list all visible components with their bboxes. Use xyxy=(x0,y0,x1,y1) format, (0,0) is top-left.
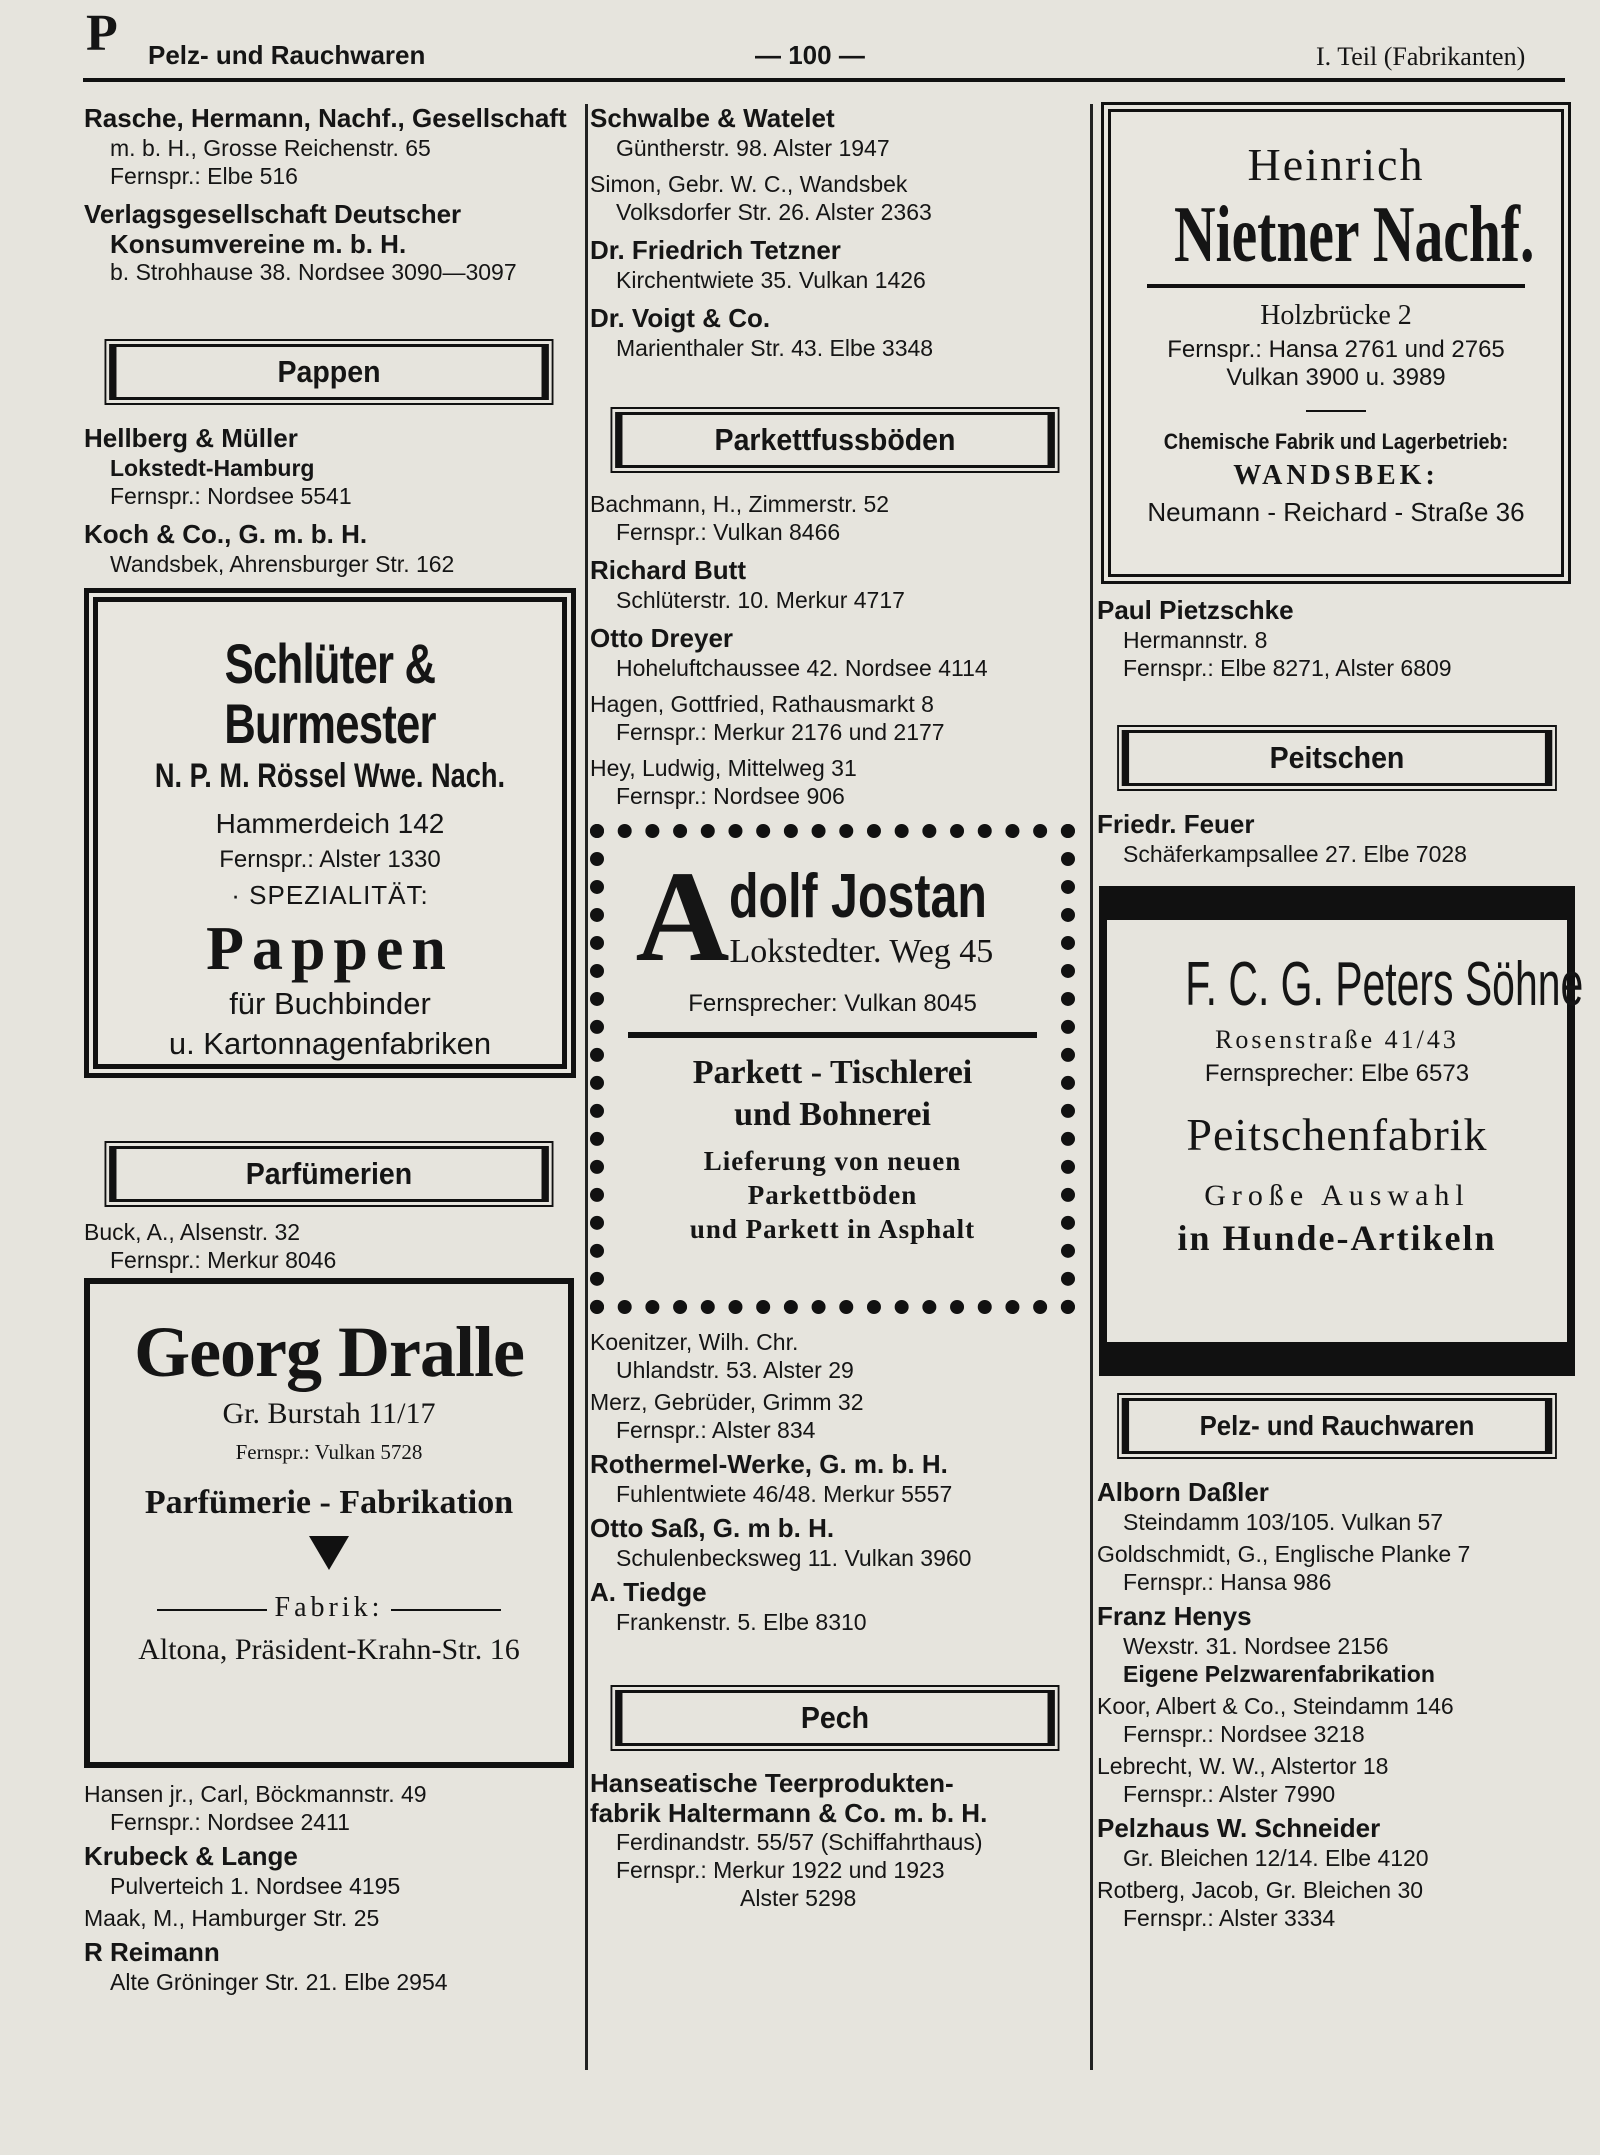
entry-line: Wandsbek, Ahrensburger Str. 162 xyxy=(110,551,455,577)
entry-line: Fernspr.: Merkur 1922 und 1923 xyxy=(616,1857,945,1883)
ad-phone: Fernspr.: Alster 1330 xyxy=(219,846,441,873)
entry-name: Koor, Albert & Co., Steindamm 146 xyxy=(1097,1693,1454,1719)
column-1 xyxy=(84,102,574,2004)
entry-name: Rotberg, Jacob, Gr. Bleichen 30 xyxy=(1097,1877,1424,1903)
ad-factory-address: Altona, Präsident-Krahn-Str. 16 xyxy=(138,1633,520,1666)
ad-text: Große Auswahl xyxy=(1204,1179,1470,1212)
entry-line: Fernspr.: Merkur 2176 und 2177 xyxy=(616,719,945,745)
entry-line: Fernspr.: Elbe 516 xyxy=(110,163,298,189)
entry-name: Rothermel-Werke, G. m. b. H. xyxy=(590,1449,948,1479)
entry-name: Richard Butt xyxy=(590,555,746,585)
entry-name: Alborn Daßler xyxy=(1097,1477,1269,1507)
listing-entry xyxy=(84,1218,574,1274)
listing-entry xyxy=(590,690,1080,746)
ad-first-name: Heinrich xyxy=(1247,139,1425,190)
entry-name: Hansen jr., Carl, Böckmannstr. 49 xyxy=(84,1781,427,1807)
listing-entry xyxy=(1097,808,1577,868)
listing-entry xyxy=(84,1936,574,1996)
listing-entry xyxy=(1097,594,1577,682)
entry-line: Pulverteich 1. Nordsee 4195 xyxy=(110,1873,401,1899)
listing-entry xyxy=(84,102,574,190)
ad-rule xyxy=(628,1032,1037,1038)
entry-line: Fernspr.: Nordsee 5541 xyxy=(110,483,352,509)
ad-rule xyxy=(1147,284,1525,288)
entry-line: Fernspr.: Nordsee 2411 xyxy=(110,1809,350,1835)
ad-company-name: F. C. G. Peters Söhne xyxy=(1185,950,1584,1019)
entry-line: Steindamm 103/105. Vulkan 57 xyxy=(1123,1509,1444,1535)
listing-entry xyxy=(1097,1876,1577,1932)
entry-line: Lokstedt-Hamburg xyxy=(110,455,315,481)
ad-address: Rosenstraße 41/43 xyxy=(1215,1025,1459,1054)
listing-entry xyxy=(1097,1692,1577,1748)
entry-name: A. Tiedge xyxy=(590,1577,707,1607)
entry-line: Fuhlentwiete 46/48. Merkur 5557 xyxy=(616,1481,953,1507)
entry-line: Fernspr.: Alster 834 xyxy=(616,1417,816,1443)
listing-entry xyxy=(590,554,1080,614)
entry-name: Simon, Gebr. W. C., Wandsbek xyxy=(590,171,908,197)
listing-entry xyxy=(84,1780,574,1836)
section-heading-pech: Pech xyxy=(615,1690,1055,1746)
ad-address: Hammerdeich 142 xyxy=(215,808,445,839)
ad-rule xyxy=(1306,410,1366,412)
listing-entry xyxy=(84,422,574,510)
listing-entry xyxy=(84,198,574,286)
column-divider xyxy=(1090,104,1093,2070)
entry-name: Verlagsgesellschaft Deutscher xyxy=(84,199,462,229)
listing-entry xyxy=(1097,1812,1577,1872)
entry-line: m. b. H., Grosse Reichenstr. 65 xyxy=(110,135,431,161)
ad-business: Parkett - Tischlerei xyxy=(692,1054,973,1091)
entry-name: Hanseatische Teerprodukten- xyxy=(590,1768,954,1798)
listing-entry xyxy=(1097,1476,1577,1536)
ad-text: und Parkett in Asphalt xyxy=(689,1214,976,1244)
entry-name: Schwalbe & Watelet xyxy=(590,103,835,133)
ad-phone: Fernsprecher: Vulkan 8045 xyxy=(688,990,977,1017)
entry-line: Schulenbecksweg 11. Vulkan 3960 xyxy=(616,1545,972,1571)
entry-line: Alster 5298 xyxy=(740,1885,857,1911)
entry-name: Goldschmidt, G., Englische Planke 7 xyxy=(1097,1541,1471,1567)
ad-text: Lieferung von neuen xyxy=(703,1146,962,1176)
ad-header xyxy=(604,845,1061,989)
entry-name: Hellberg & Müller xyxy=(84,423,298,453)
entry-line: Volksdorfer Str. 26. Alster 2363 xyxy=(616,199,932,225)
section-heading-peitschen: Peitschen xyxy=(1122,730,1553,786)
entry-name: R Reimann xyxy=(84,1937,220,1967)
ad-address: Gr. Burstah 11/17 xyxy=(222,1397,436,1430)
part-label: I. Teil (Fabrikanten) xyxy=(1316,42,1526,71)
listing-entry xyxy=(590,1768,1080,1912)
advertisement-peters-soehne xyxy=(1099,886,1584,1376)
page-number: — 100 — xyxy=(755,40,865,70)
entry-line: Uhlandstr. 53. Alster 29 xyxy=(616,1357,854,1383)
ad-company-name: Nietner Nachf. xyxy=(1174,191,1535,279)
ad-text: Parkettböden xyxy=(747,1180,918,1210)
section-heading-parfuemerien: Parfümerien xyxy=(109,1146,549,1202)
entry-line: Frankenstr. 5. Elbe 8310 xyxy=(616,1609,867,1635)
entry-line: Fernspr.: Nordsee 906 xyxy=(616,783,845,809)
entry-name: Buck, A., Alsenstr. 32 xyxy=(84,1219,301,1245)
section-heading-parkettfussboeden: Parkettfussböden xyxy=(615,412,1055,468)
ad-address: Neumann - Reichard - Straße 36 xyxy=(1147,497,1525,527)
listing-entry xyxy=(590,1512,1080,1572)
entry-name: Dr. Friedrich Tetzner xyxy=(590,235,841,265)
column-divider xyxy=(585,104,588,2070)
listing-entry xyxy=(1097,1600,1577,1688)
listing-entry xyxy=(1097,1540,1577,1596)
entry-line: Schlüterstr. 10. Merkur 4717 xyxy=(616,587,905,613)
entry-line: Gr. Bleichen 12/14. Elbe 4120 xyxy=(1123,1845,1429,1871)
entry-name: Hagen, Gottfried, Rathausmarkt 8 xyxy=(590,691,934,717)
ad-company-name: Schlüter & Burmester xyxy=(224,632,436,755)
entry-line: Kirchentwiete 35. Vulkan 1426 xyxy=(616,267,926,293)
entry-name: Koch & Co., G. m. b. H. xyxy=(84,519,368,549)
ad-text: u. Kartonnagenfabriken xyxy=(168,1026,492,1061)
entry-line: Wexstr. 31. Nordsee 2156 xyxy=(1123,1633,1389,1659)
ad-location: WANDSBEK: xyxy=(1233,460,1439,491)
entry-line: Fernspr.: Alster 3334 xyxy=(1123,1905,1336,1931)
triangle-logo-icon xyxy=(309,1536,349,1570)
ad-initial: A xyxy=(635,845,730,989)
listing-entry xyxy=(590,102,1080,162)
listing-entry xyxy=(590,1576,1080,1636)
ad-phone: Fernspr.: Vulkan 5728 xyxy=(235,1440,423,1464)
entry-name: Friedr. Feuer xyxy=(1097,809,1255,839)
entry-name: Dr. Voigt & Co. xyxy=(590,303,771,333)
entry-line: Alte Gröninger Str. 21. Elbe 2954 xyxy=(110,1969,448,1995)
entry-name: Otto Saß, G. m b. H. xyxy=(590,1513,835,1543)
entry-name: Paul Pietzschke xyxy=(1097,595,1294,625)
listing-entry xyxy=(590,754,1080,810)
ad-specialty-label: · SPEZIALITÄT: xyxy=(231,880,429,910)
ad-subtitle: N. P. M. Rössel Wwe. Nach. xyxy=(154,757,506,795)
entry-line: Fernspr.: Merkur 8046 xyxy=(110,1247,337,1273)
ad-text: für Buchbinder xyxy=(229,986,431,1021)
entry-name: Pelzhaus W. Schneider xyxy=(1097,1813,1381,1843)
entry-line: Fernspr.: Alster 7990 xyxy=(1123,1781,1336,1807)
entry-line: Eigene Pelzwarenfabrikation xyxy=(1123,1661,1435,1687)
ad-business: und Bohnerei xyxy=(734,1096,931,1133)
entry-name: Otto Dreyer xyxy=(590,623,734,653)
entry-line: Güntherstr. 98. Alster 1947 xyxy=(616,135,890,161)
entry-line: Konsumvereine m. b. H. xyxy=(110,229,407,259)
section-letter: P xyxy=(86,5,118,62)
ad-business: Peitschenfabrik xyxy=(1186,1109,1488,1160)
advertisement-schlueter-burmester xyxy=(84,588,576,1078)
ad-address: Holzbrücke 2 xyxy=(1260,300,1412,331)
listing-entry xyxy=(590,302,1080,362)
entry-name: Hey, Ludwig, Mittelweg 31 xyxy=(590,755,857,781)
entry-line: Ferdinandstr. 55/57 (Schiffahrthaus) xyxy=(616,1829,983,1855)
column-2 xyxy=(590,102,1080,1920)
entry-line: Marienthaler Str. 43. Elbe 3348 xyxy=(616,335,934,361)
section-heading-pappen: Pappen xyxy=(109,344,549,400)
listing-entry xyxy=(590,490,1080,546)
entry-name: Rasche, Hermann, Nachf., Gesellschaft xyxy=(84,103,567,133)
entry-name: Bachmann, H., Zimmerstr. 52 xyxy=(590,491,890,517)
advertisement-georg-dralle xyxy=(84,1278,574,1768)
entry-line: Fernspr.: Elbe 8271, Alster 6809 xyxy=(1123,655,1452,681)
ad-text: in Hunde-Artikeln xyxy=(1177,1218,1497,1258)
listing-entry xyxy=(590,234,1080,294)
ad-phone: Fernsprecher: Elbe 6573 xyxy=(1204,1060,1470,1087)
entry-name: Koenitzer, Wilh. Chr. xyxy=(590,1329,799,1355)
advertisement-heinrich-nietner xyxy=(1101,102,1571,584)
entry-name: Krubeck & Lange xyxy=(84,1841,298,1871)
ad-address: Lokstedter. Weg 45 xyxy=(729,933,994,970)
entry-line: Schäferkampsallee 27. Elbe 7028 xyxy=(1123,841,1467,867)
entry-name: Maak, M., Hamburger Str. 25 xyxy=(84,1905,380,1931)
ad-specialty: Pappen xyxy=(206,915,454,983)
listing-entry xyxy=(84,1840,574,1900)
header-rule xyxy=(83,78,1565,82)
entry-name: Franz Henys xyxy=(1097,1601,1252,1631)
ad-phone: Fernspr.: Hansa 2761 und 2765 xyxy=(1167,336,1505,363)
advertisement-adolf-jostan xyxy=(590,824,1075,1314)
section-heading-pelz-und-rauchwaren: Pelz- und Rauchwaren xyxy=(1122,1398,1553,1454)
ad-phone: Vulkan 3900 u. 3989 xyxy=(1226,364,1446,391)
entry-line: Fernspr.: Nordsee 3218 xyxy=(1123,1721,1365,1747)
entry-line: Hermannstr. 8 xyxy=(1123,627,1268,653)
ad-business: Parfümerie - Fabrikation xyxy=(144,1484,514,1521)
ad-company-name: dolf Jostan xyxy=(729,862,988,931)
listing-entry xyxy=(590,1448,1080,1508)
ad-factory-label: Fabrik: xyxy=(90,1586,568,1630)
listing-entry xyxy=(84,518,574,578)
listing-entry xyxy=(84,1904,574,1932)
entry-line: Fernspr.: Hansa 986 xyxy=(1123,1569,1332,1595)
entry-name: Lebrecht, W. W., Alstertor 18 xyxy=(1097,1753,1389,1779)
entry-line: Hoheluftchaussee 42. Nordsee 4114 xyxy=(616,655,988,681)
entry-name: fabrik Haltermann & Co. m. b. H. xyxy=(590,1798,988,1828)
listing-entry xyxy=(590,170,1080,226)
column-3 xyxy=(1097,102,1584,1940)
entry-line: Fernspr.: Vulkan 8466 xyxy=(616,519,841,545)
ad-text: Chemische Fabrik und Lagerbetrieb: xyxy=(1163,429,1509,454)
ad-company-name: Georg Dralle xyxy=(134,1312,524,1392)
listing-entry xyxy=(590,1328,1080,1384)
listing-entry xyxy=(590,622,1080,682)
listing-entry xyxy=(1097,1752,1577,1808)
entry-line: b. Strohhause 38. Nordsee 3090—3097 xyxy=(110,259,517,285)
listing-entry xyxy=(590,1388,1080,1444)
entry-name: Merz, Gebrüder, Grimm 32 xyxy=(590,1389,864,1415)
running-title: Pelz- und Rauchwaren xyxy=(148,40,426,70)
